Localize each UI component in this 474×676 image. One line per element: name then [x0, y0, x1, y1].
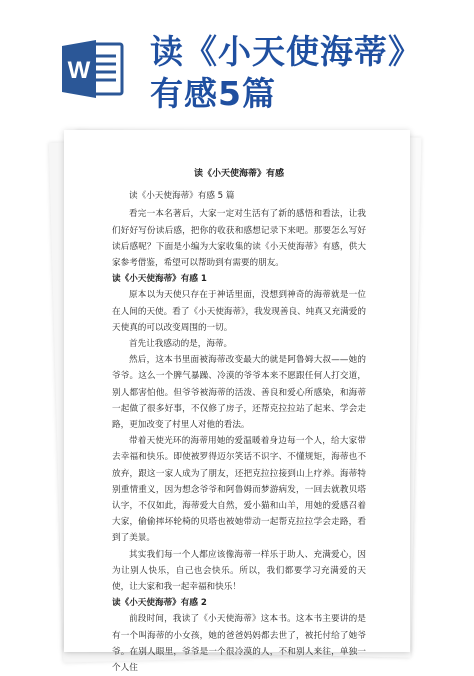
- svg-text:W: W: [67, 57, 91, 84]
- section-heading: 读《小天使海蒂》有感 2: [112, 598, 207, 609]
- document-preview: [64, 130, 414, 674]
- banner-subtitle: 有感5篇: [150, 74, 276, 113]
- document-subtitle: 读《小天使海蒂》有感 5 篇: [129, 191, 235, 202]
- paragraph: 首先让我感动的是，海蒂。: [129, 339, 233, 350]
- paragraph: 其实我们每一个人都应该像海蒂一样乐于助人、充满爱心，因为让别人快乐，自己也会快乐。所以，我们都要学习充满爱的天使，让大家和我一起幸福和快乐！: [112, 549, 366, 593]
- document-page: [64, 130, 410, 674]
- header-banner: [0, 0, 474, 113]
- paragraph: 看完一本名著后，大家一定对生活有了新的感悟和看法，让我们好好写份读后感，把你的收获和感想记录下来吧。那要怎么写好读后感呢？下面是小编为大家收集的读《小天使海蒂》有感，供大家参考借鉴，希望可以帮助到有需要的朋友。: [112, 209, 366, 269]
- word-document-icon: [62, 38, 126, 100]
- paragraph: 前段时间，我读了《小天使海蒂》这本书。这本书主要讲的是有一个叫海蒂的小女孩，她的爸爸妈妈都去世了，被托付给了她爷爷。在别人眼里，爷爷是一个很冷漠的人，不和别人来往，单独一个人住: [112, 614, 366, 674]
- paragraph: 原本以为天使只存在于神话里面，没想到神奇的海蒂就是一位在人间的天使。看了《小天使海蒂》，我发现善良、纯真又充满爱的天使真的可以改变周围的一切。: [112, 290, 366, 333]
- section-heading: 读《小天使海蒂》有感 1: [112, 274, 207, 285]
- paragraph: 然后，这本书里面被海蒂改变最大的就是阿鲁姆大叔——她的爷爷。这么一个脾气暴躁、冷漠的爷爷本来不愿跟任何人打交道，别人都害怕他。但爷爷被海蒂的活泼、善良和爱心所感染，和海蒂一起做了很多好事，不仅修了房子，还帮克拉拉站了起来、学会走路，更加改变了村里人对他的看法。: [112, 355, 366, 431]
- banner-title: 读《小天使海蒂》: [150, 32, 422, 71]
- paragraph: 带着天使光环的海蒂用她的爱温暖着身边每一个人，给大家带去幸福和快乐。即使被罗得迈尔笑话不识字、不懂规矩，海蒂也不放弃，跟这一家人成为了朋友，还把克拉拉接到山上疗养。海蒂特别重情重义，因为想念爷爷和阿鲁姆而梦游病发，一回去就教贝塔认字，不仅如此，海蒂爱大自然，爱小猫和山羊，用她的爱感召着大家，偷偷摔坏轮椅的贝塔也被她带动一起帮克拉拉学会走路，看到了美景。: [112, 436, 366, 544]
- document-title: 读《小天使海蒂》有感: [193, 169, 284, 179]
- document-body: [112, 166, 366, 676]
